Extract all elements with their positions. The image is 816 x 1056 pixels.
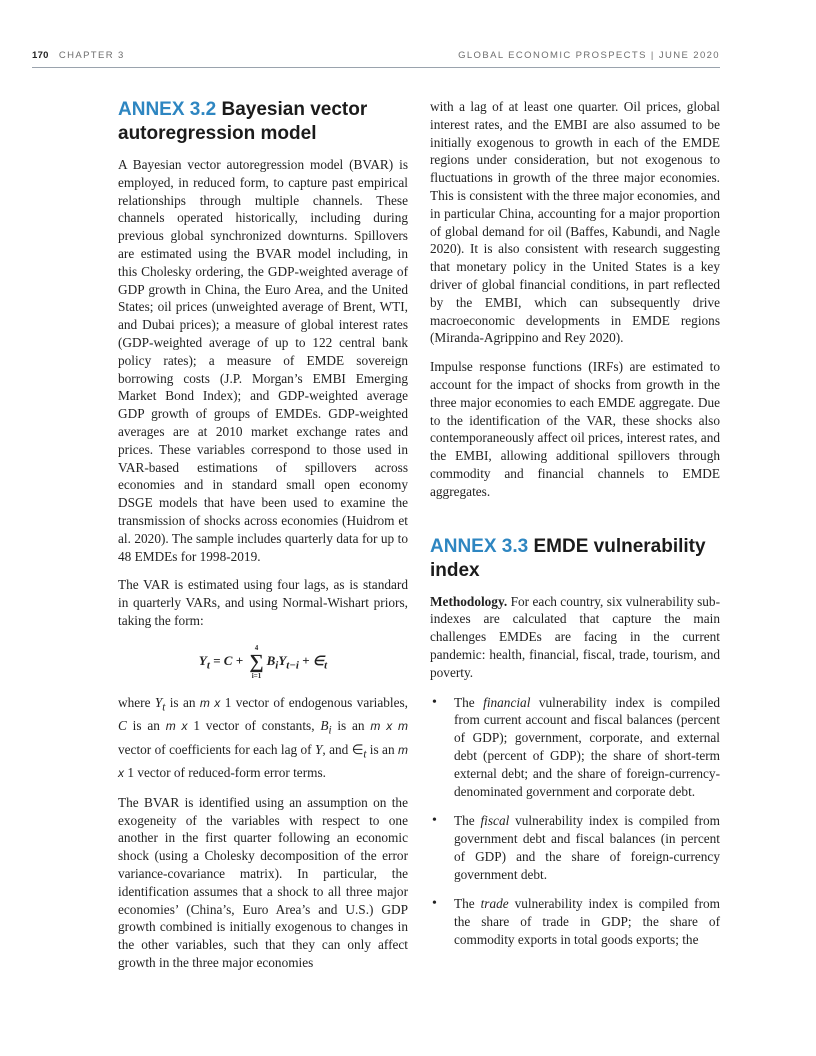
annex-3-2-paragraph-4: The BVAR is identified using an assumption on the exogeneity of the variables with respect to one another in the first quarter following an economic shock (using a Cholesky decomposition of the error variance-covariance matrix). In particular, the identification assumes that a shock to all three major economies’ (China’s, Euro Area’s and U.S.) GDP growth combined is initially exogenous to changes in the other variables, such that they can only affect growth in the three major economies — [118, 794, 408, 971]
bvar-equation: $Y_t = C$ + 4 ∑ i=1 $B_iY_{t-i}$ + $\in_t$ — [198, 643, 328, 680]
right-column — [430, 98, 720, 949]
methodology-label: Methodology. — [430, 593, 508, 609]
annex-3-2-paragraph-1: A Bayesian vector autoregression model (BVAR) is employed, in reduced form, to capture past empirical relationships through multiple channels. These channels operated historically, including during previous global synchronized downturns. Spillovers are estimated using the BVAR model including, in this Cholesky ordering, the GDP-weighted average of GDP growth in China, the Euro Area, and the United States; oil prices (unweighted average of Brent, WTI, and Dubai prices); a measure of global interest rates (GDP-weighted average of up to 122 central bank policy rates); a measure of EMDE sovereign borrowing costs (J.P. Morgan’s EMBI Emerging Market Bond Index); and GDP-weighted average GDP growth of groups of EMDEs. GDP-weighted averages are at 2010 market exchange rates and prices. These variables correspond to those used in VAR-based estimations of spillovers across economies and in standard small open economy DSGE models that have been used to examine the transmission of shocks across economies (Huidrom et al. 2020). The sample includes quarterly data for up to 48 EMDEs for 1998-2019. — [118, 157, 408, 564]
publication-title: GLOBAL ECONOMIC PROSPECTS | JUNE 2020 — [458, 50, 720, 61]
right-paragraph-2: Impulse response functions (IRFs) are estimated to account for the impact of shocks from growth in the three major economies to each EMDE aggregate. Due to the identification of the VAR, these shocks also contemporaneously affect oil prices, interest rates, and the EMBI, allowing additional spillovers through commodity and financial channels to EMDE aggregates. — [430, 359, 720, 499]
list-item: • The financial vulnerability index is compiled from current account and fiscal balances (percent of GDP); government, corporate, and external debt (percent of GDP); the share of short-term external debt; and the share of foreign-currency-denominated government and corporate debt. — [430, 694, 720, 801]
annex-3-2-paragraph-2: The VAR is estimated using four lags, as is standard in quarterly VARs, and using Normal-Wishart priors, taking the form: — [118, 577, 408, 628]
page-header — [32, 50, 720, 64]
annex-3-2-number: ANNEX 3.2 — [118, 99, 217, 120]
annex-3-3-heading — [430, 535, 720, 583]
annex-3-2-heading — [118, 98, 408, 146]
vulnerability-list — [430, 694, 720, 949]
methodology-paragraph: Methodology. For each country, six vulnerability sub-indexes are calculated that capture the main challenges EMDEs are facing in the current pandemic: health, financial, fiscal, trade, tourism, and poverty. — [430, 593, 720, 680]
annex-3-2-paragraph-3: where $Y_t$ is an m x 1 vector of endogenous variables, C is an m x 1 vector of constants, $B_i$ is an m x m vector of coefficients for each lag of Y, and $\in_t$ is an m x 1 vector of reduced-form error terms. — [118, 694, 409, 781]
list-item: • The trade vulnerability index is compiled from the share of trade in GDP; the share of commodity exports in total goods exports; the — [430, 895, 720, 948]
annex-3-3-number: ANNEX 3.3 — [430, 535, 529, 557]
right-paragraph-1: with a lag of at least one quarter. Oil prices, global interest rates, and the EMBI are also assumed to be initially exogenous to growth in each of the EMDE regions under consideration, but not exogenous to fluctuations in growth of the three major economies. This is consistent with the three major economies, and in particular China, accounting for a major proportion of global demand for oil (Baffes, Kabundi, and Nagle 2020). It is also consistent with research suggesting that monetary policy in the United States is a key driver of global financial conditions, in part reflected by the EMBI, which can subsequently drive macroeconomic developments in EMDE regions (Miranda-Agrippino and Rey 2020). — [430, 99, 720, 346]
annex-3-3-title: EMDE vulnerability index — [430, 535, 706, 581]
chapter-label: CHAPTER 3 — [58, 50, 125, 61]
header-rule — [32, 67, 720, 68]
summation-symbol: 4 ∑ i=1 — [249, 643, 264, 680]
list-item: • The fiscal vulnerability index is compiled from government debt and fiscal balances (in percent of GDP) and the share of foreign-currency government debt. — [430, 812, 720, 883]
page-number: 170 — [32, 50, 49, 61]
annex-3-2-title: Bayesian vector autoregression model — [118, 99, 368, 144]
left-column — [118, 98, 408, 972]
